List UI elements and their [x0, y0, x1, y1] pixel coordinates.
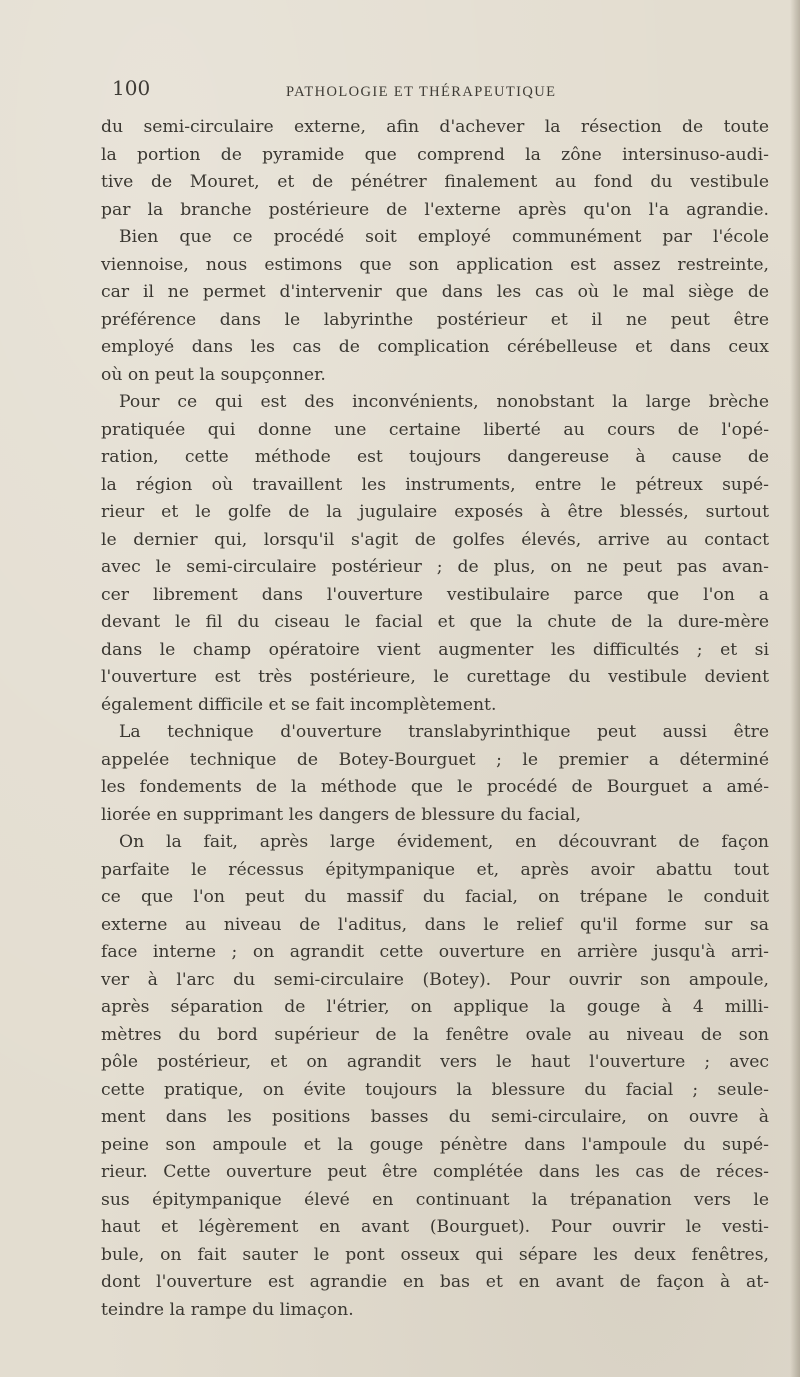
text-line: Pour ce qui est des inconvénients, nonobstant la large brèche — [119, 392, 769, 412]
text-line: face interne ; on agrandit cette ouverture en arrière jusqu'à arri- — [101, 942, 769, 962]
text-line: devant le fil du ciseau le facial et que la chute de la dure-mère — [101, 612, 769, 632]
body-text — [101, 114, 769, 1324]
text-line: Bien que ce procédé soit employé communément par l'école — [119, 227, 769, 247]
text-line: après séparation de l'étrier, on applique la gouge à 4 milli- — [101, 997, 769, 1017]
text-line: On la fait, après large évidement, en découvrant de façon — [119, 832, 769, 852]
running-header — [0, 76, 800, 106]
text-line: employé dans les cas de complication cérébelleuse et dans ceux — [101, 337, 769, 357]
text-line: parfaite le récessus épitympanique et, après avoir abattu tout — [101, 859, 769, 880]
text-line: tive de Mouret, et de pénétrer finalement au fond du vestibule — [101, 172, 769, 192]
text-line: ment dans les positions basses du semi-circulaire, on ouvre à — [101, 1107, 769, 1127]
text-line: le dernier qui, lorsqu'il s'agit de golfes élevés, arrive au contact — [101, 529, 769, 550]
page-number: 100 — [112, 76, 151, 100]
text-line: bule, on fait sauter le pont osseux qui sépare les deux fenêtres, — [101, 1244, 769, 1265]
running-title: PATHOLOGIE ET THÉRAPEUTIQUE — [286, 84, 557, 100]
text-line: pratiquée qui donne une certaine liberté au cours de l'opé- — [101, 419, 769, 440]
text-line: haut et légèrement en avant (Bourguet). Pour ouvrir le vesti- — [101, 1217, 769, 1237]
text-line: ce que l'on peut du massif du facial, on trépane le conduit — [101, 887, 769, 907]
text-line: externe au niveau de l'aditus, dans le relief qu'il forme sur sa — [101, 914, 769, 935]
text-line: ver à l'arc du semi-circulaire (Botey). Pour ouvrir son ampoule, — [101, 969, 769, 990]
text-line: l'ouverture est très postérieure, le curettage du vestibule devient — [101, 667, 769, 687]
text-line: cette pratique, on évite toujours la blessure du facial ; seule- — [101, 1079, 769, 1100]
text-line: pôle postérieur, et on agrandit vers le haut l'ouverture ; avec — [101, 1052, 769, 1072]
text-line: ration, cette méthode est toujours dangereuse à cause de — [101, 447, 769, 467]
text-line: appelée technique de Botey-Bourguet ; le premier a déterminé — [101, 749, 769, 770]
text-line: liorée en supprimant les dangers de blessure du facial, — [101, 804, 581, 825]
text-line: la région où travaillent les instruments, entre le pétreux supé- — [101, 474, 769, 495]
text-line: également difficile et se fait incomplètement. — [101, 694, 497, 715]
text-line: dans le champ opératoire vient augmenter les difficultés ; et si — [101, 639, 769, 660]
text-line: où on peut la soupçonner. — [101, 364, 326, 385]
text-line: teindre la rampe du limaçon. — [101, 1299, 354, 1320]
text-line: viennoise, nous estimons que son application est assez restreinte, — [101, 254, 769, 275]
text-line: rieur. Cette ouverture peut être complétée dans les cas de réces- — [101, 1162, 769, 1182]
text-line: préférence dans le labyrinthe postérieur et il ne peut être — [101, 309, 769, 330]
text-line: par la branche postérieure de l'externe après qu'on l'a agrandie. — [101, 199, 769, 220]
text-line: mètres du bord supérieur de la fenêtre ovale au niveau de son — [101, 1024, 769, 1045]
page-edge-shadow — [790, 0, 800, 1377]
text-line: les fondements de la méthode que le procédé de Bourguet a amé- — [101, 777, 769, 797]
text-line: car il ne permet d'intervenir que dans les cas où le mal siège de — [101, 282, 769, 302]
text-line: La technique d'ouverture translabyrinthique peut aussi être — [119, 722, 769, 742]
text-line: du semi-circulaire externe, afin d'achever la résection de toute — [101, 117, 769, 137]
text-line: sus épitympanique élevé en continuant la trépanation vers le — [101, 1189, 769, 1210]
text-line: cer librement dans l'ouverture vestibulaire parce que l'on a — [101, 584, 769, 605]
text-line: dont l'ouverture est agrandie en bas et en avant de façon à at- — [101, 1272, 769, 1292]
text-line: rieur et le golfe de la jugulaire exposés à être blessés, surtout — [101, 502, 769, 522]
text-line: la portion de pyramide que comprend la zône intersinuso-audi- — [101, 144, 769, 165]
text-line: avec le semi-circulaire postérieur ; de plus, on ne peut pas avan- — [101, 557, 769, 577]
text-line: peine son ampoule et la gouge pénètre dans l'ampoule du supé- — [101, 1134, 769, 1155]
